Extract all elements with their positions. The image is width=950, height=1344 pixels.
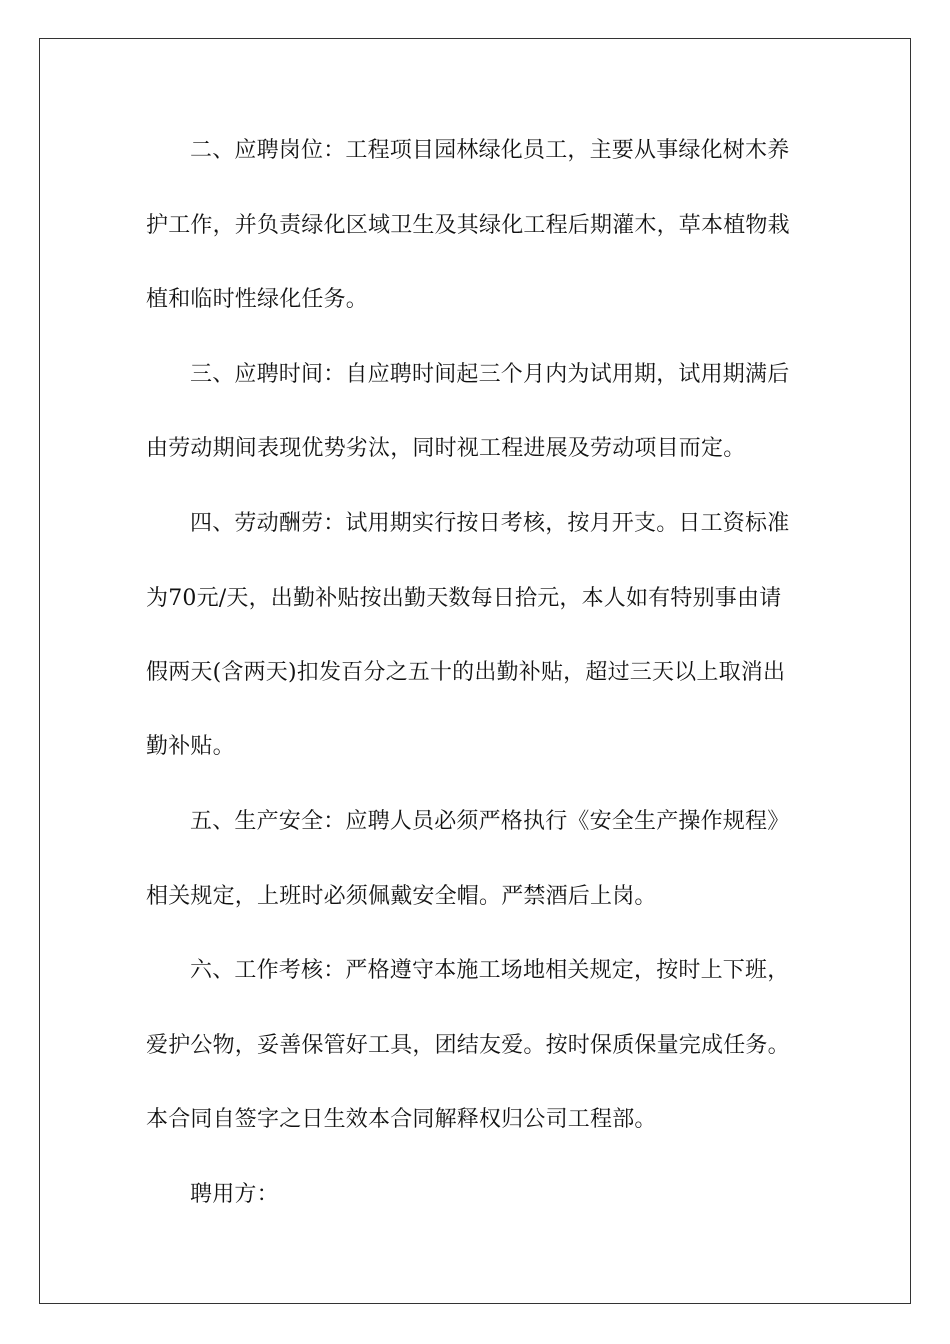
text-line: 二、应聘岗位：工程项目园林绿化员工，主要从事绿化树木养 xyxy=(190,138,790,163)
text-line: 三、应聘时间：自应聘时间起三个月内为试用期，试用期满后 xyxy=(190,362,790,387)
text-line: 相关规定，上班时必须佩戴安全帽。严禁酒后上岗。 xyxy=(146,884,657,909)
text-line: 本合同自签字之日生效本合同解释权归公司工程部。 xyxy=(146,1107,657,1132)
text-line: 假两天(含两天)扣发百分之五十的出勤补贴，超过三天以上取消出 xyxy=(146,660,786,685)
text-line: 六、工作考核：严格遵守本施工场地相关规定，按时上下班， xyxy=(190,958,790,983)
text-line: 由劳动期间表现优势劣汰，同时视工程进展及劳动项目而定。 xyxy=(146,436,746,461)
text-line: 护工作，并负责绿化区域卫生及其绿化工程后期灌木，草本植物栽 xyxy=(146,213,790,238)
text-line: 爱护公物，妥善保管好工具，团结友爱。按时保质保量完成任务。 xyxy=(146,1033,790,1058)
signature-label: 聘用方： xyxy=(190,1182,279,1207)
text-line: 为70元/天，出勤补贴按出勤天数每日拾元，本人如有特别事由请 xyxy=(146,586,782,611)
text-line: 植和临时性绿化任务。 xyxy=(146,287,369,312)
text-line: 勤补贴。 xyxy=(146,734,235,759)
text-line: 四、劳动酬劳：试用期实行按日考核，按月开支。日工资标准 xyxy=(190,511,790,536)
text-line: 五、生产安全：应聘人员必须严格执行《安全生产操作规程》 xyxy=(190,809,790,834)
